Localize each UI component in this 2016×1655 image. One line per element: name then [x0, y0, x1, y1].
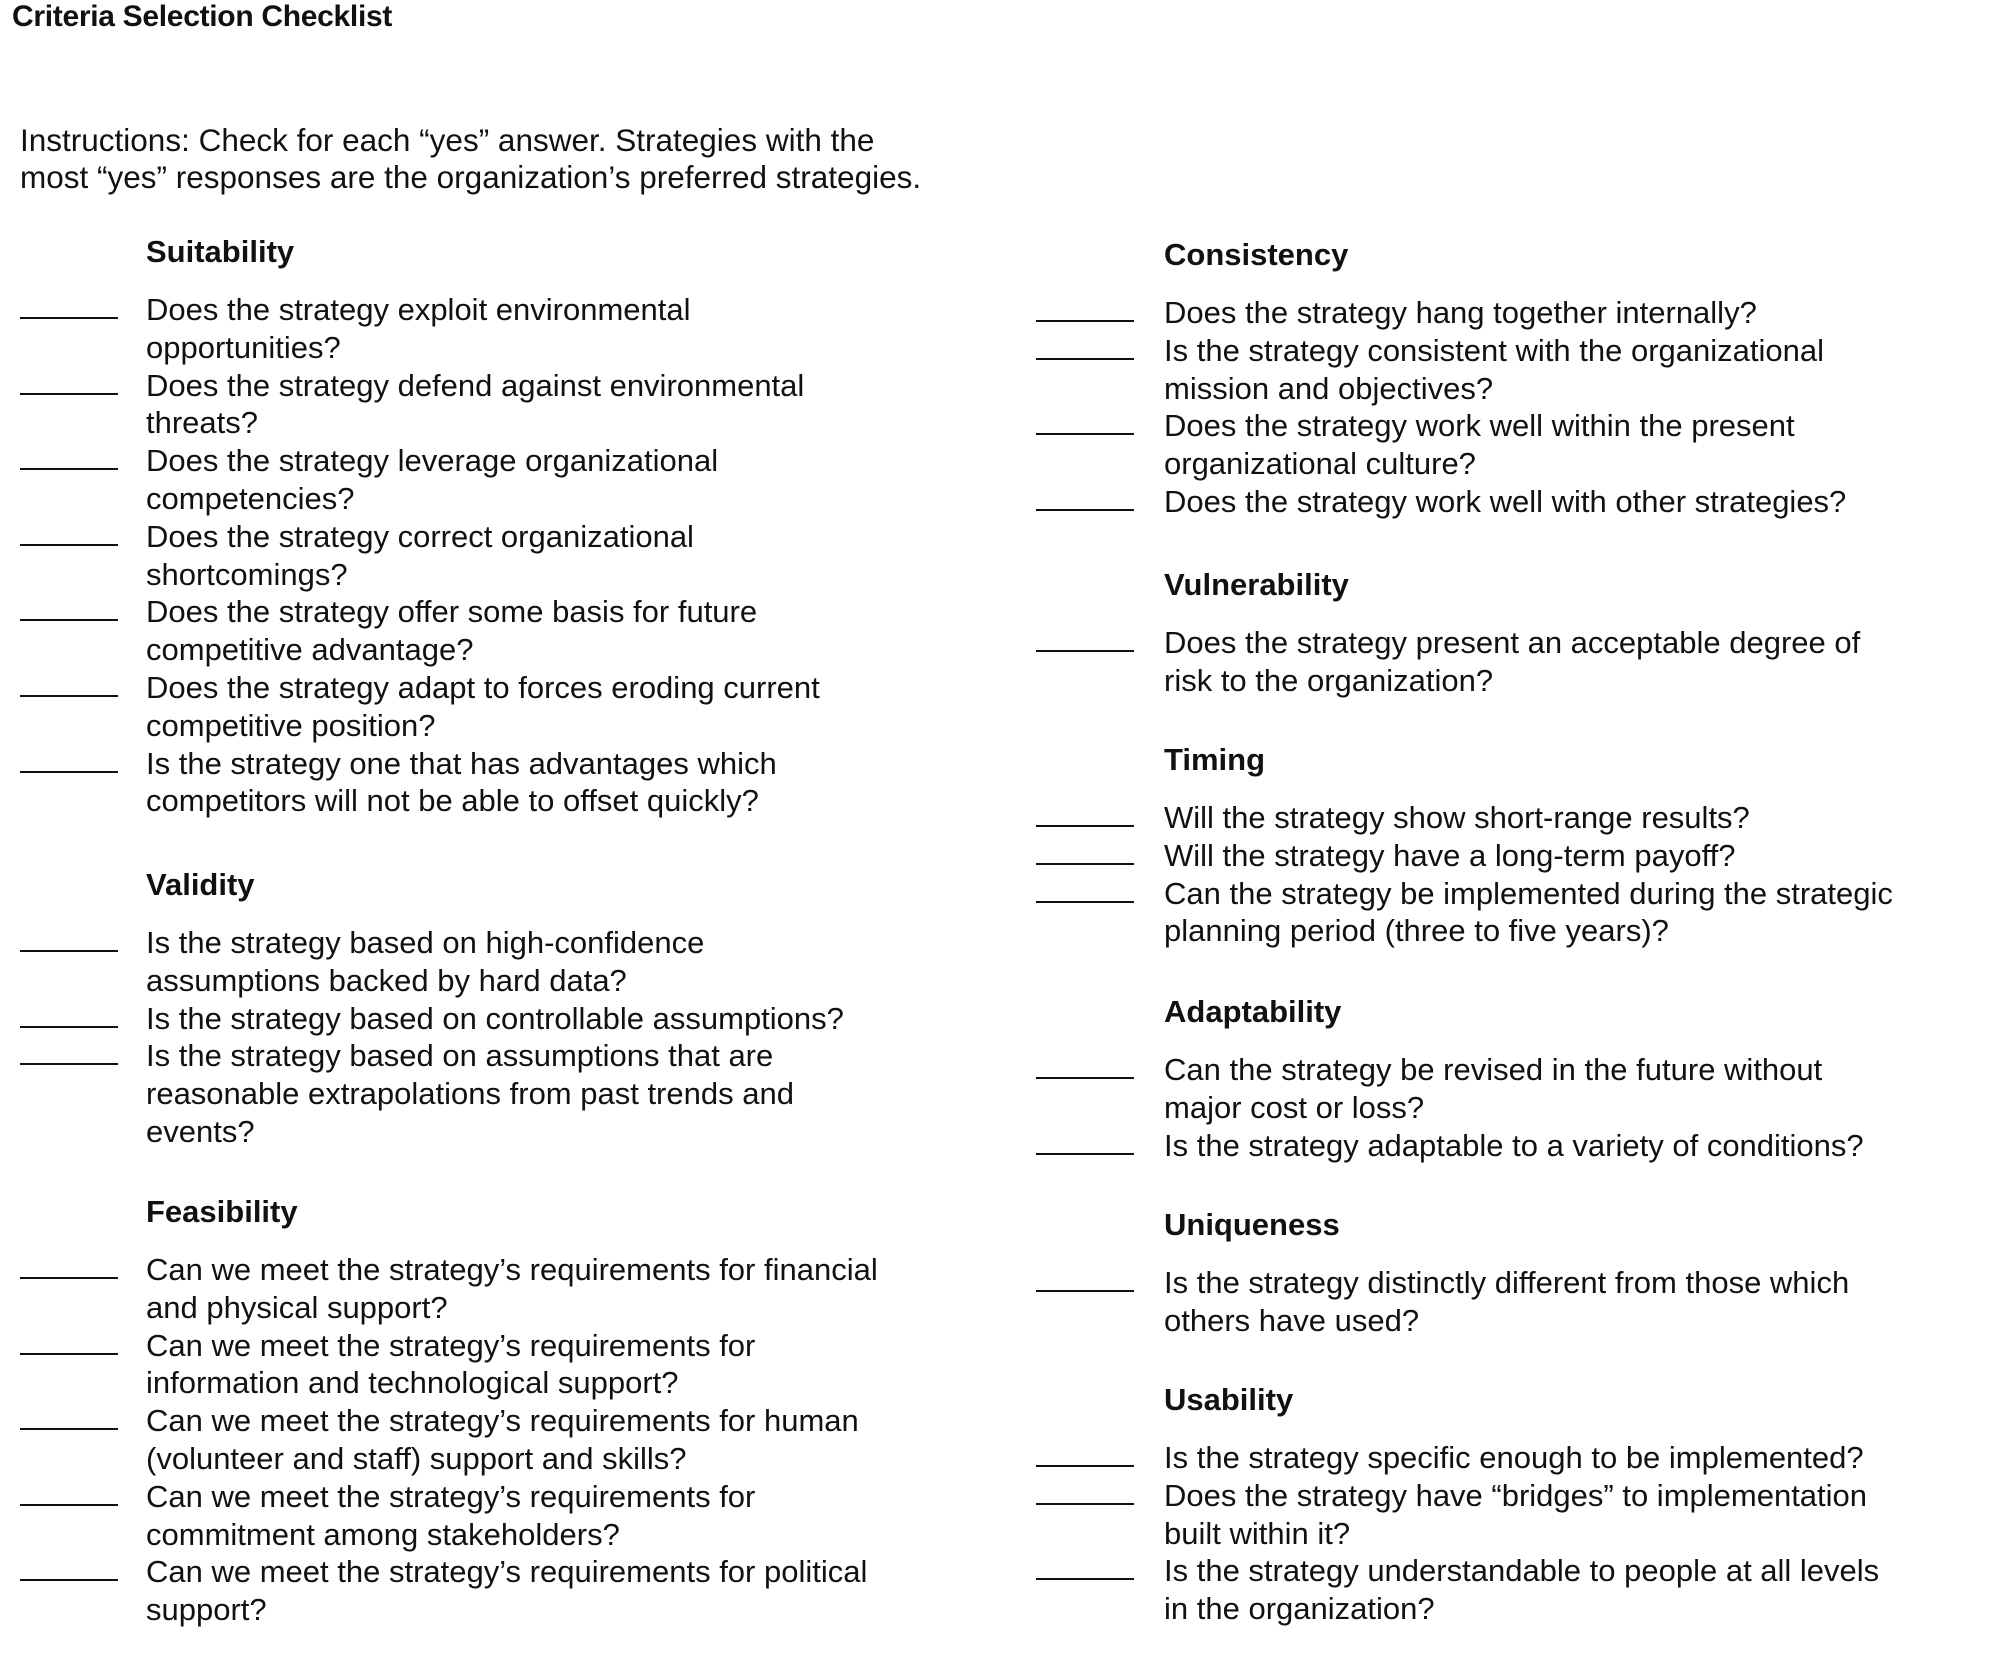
checkbox-blank-line[interactable]: [20, 393, 118, 395]
checklist-item-text: competitive position?: [146, 707, 436, 743]
section-feasibility: [0, 1193, 1000, 1629]
section-usability: [1000, 1381, 2016, 1628]
section-vulnerability: [1000, 566, 2016, 700]
checklist-item-text: events?: [146, 1113, 255, 1149]
section-heading: Feasibility: [146, 1194, 298, 1229]
checklist-item-text: Is the strategy consistent with the organizational: [1164, 332, 1824, 368]
checklist-item-text: Is the strategy distinctly different from those which: [1164, 1265, 1850, 1300]
checklist-item-text: Does the strategy exploit environmental: [146, 292, 691, 327]
section-uniqueness: [1000, 1206, 2016, 1340]
checklist-item-text: organizational culture?: [1164, 446, 1476, 482]
section-consistency: [1000, 236, 2016, 521]
checklist-item: [0, 745, 1000, 821]
checklist-item-text: Can we meet the strategy’s requirements for political: [146, 1554, 868, 1590]
checklist-item-text: assumptions backed by hard data?: [146, 962, 627, 998]
checklist-item-text: information and technological support?: [146, 1365, 679, 1401]
section-heading: Consistency: [1164, 237, 1349, 272]
checklist-item-text: others have used?: [1164, 1302, 1420, 1338]
section-heading: Validity: [146, 867, 255, 902]
checklist-item-text: Is the strategy one that has advantages which: [146, 745, 777, 781]
checkbox-blank-line[interactable]: [20, 619, 118, 621]
checklist-item-text: Can we meet the strategy’s requirements for human: [146, 1403, 859, 1439]
checklist-item: [1000, 624, 2016, 700]
checklist-item: [0, 924, 1000, 1000]
checklist-item: [0, 1037, 1000, 1150]
checklist-item: [1000, 1051, 2016, 1127]
checkbox-blank-line[interactable]: [1036, 358, 1134, 360]
checklist-item-text: shortcomings?: [146, 556, 348, 592]
checkbox-blank-line[interactable]: [1036, 509, 1134, 511]
checklist-item-text: support?: [146, 1592, 267, 1628]
checklist-item: [1000, 1439, 2016, 1477]
checkbox-blank-line[interactable]: [20, 1428, 118, 1430]
section-heading: Adaptability: [1164, 994, 1342, 1029]
checklist-item: [0, 367, 1000, 443]
checklist-item: [1000, 483, 2016, 521]
checklist-item-text: Is the strategy specific enough to be implemented?: [1164, 1440, 1864, 1475]
checklist-item-text: Is the strategy adaptable to a variety of conditions?: [1164, 1127, 1864, 1163]
checklist-item-text: Does the strategy adapt to forces eroding current: [146, 669, 820, 705]
checklist-item-text: opportunities?: [146, 329, 341, 365]
section-heading: Suitability: [146, 234, 295, 269]
section-heading: Usability: [1164, 1382, 1294, 1417]
checklist-item-text: Does the strategy present an acceptable degree of: [1164, 625, 1861, 660]
checklist-item-text: competitive advantage?: [146, 632, 474, 668]
checklist-item: [0, 1553, 1000, 1629]
checkbox-blank-line[interactable]: [20, 544, 118, 546]
checklist-item-text: Does the strategy defend against environmental: [146, 367, 805, 403]
checklist-item: [0, 1000, 1000, 1038]
checklist-item-text: Does the strategy have “bridges” to implementation: [1164, 1477, 1868, 1513]
checklist-item: [0, 593, 1000, 669]
checkbox-blank-line[interactable]: [20, 468, 118, 470]
checklist-item: [1000, 1127, 2016, 1165]
checkbox-blank-line[interactable]: [1036, 1578, 1134, 1580]
checklist-item-text: commitment among stakeholders?: [146, 1516, 620, 1552]
checkbox-blank-line[interactable]: [20, 950, 118, 952]
checklist-item-text: Does the strategy work well with other strategies?: [1164, 483, 1847, 519]
checkbox-blank-line[interactable]: [20, 317, 118, 319]
checklist-item-text: Does the strategy leverage organizational: [146, 443, 719, 479]
checklist-item-text: mission and objectives?: [1164, 370, 1494, 406]
checklist-item: [0, 1327, 1000, 1403]
checklist-item: [0, 669, 1000, 745]
checklist-item: [1000, 294, 2016, 332]
checklist-item-text: threats?: [146, 405, 259, 441]
section-heading: Vulnerability: [1164, 567, 1349, 602]
checklist-item-text: Can we meet the strategy’s requirements for: [146, 1327, 756, 1363]
checklist-item-text: competitors will not be able to offset quickly?: [146, 783, 759, 819]
checklist-item-text: Can the strategy be implemented during the strategic: [1164, 875, 1893, 911]
checkbox-blank-line[interactable]: [20, 1026, 118, 1028]
section-heading: Uniqueness: [1164, 1207, 1340, 1242]
section-suitability: [0, 233, 1000, 820]
checklist-item: [1000, 837, 2016, 875]
checkbox-blank-line[interactable]: [1036, 320, 1134, 322]
checkbox-blank-line[interactable]: [1036, 650, 1134, 652]
checklist-item-text: risk to the organization?: [1164, 662, 1494, 698]
page-title: Criteria Selection Checklist: [12, 0, 393, 33]
checklist-item: [0, 1478, 1000, 1554]
instructions-line: most “yes” responses are the organization’s preferred strategies.: [20, 159, 922, 195]
checkbox-blank-line[interactable]: [1036, 1077, 1134, 1079]
checklist-item-text: Can we meet the strategy’s requirements for: [146, 1478, 756, 1514]
checklist-item-text: Does the strategy hang together internally?: [1164, 295, 1757, 330]
checkbox-blank-line[interactable]: [1036, 1465, 1134, 1467]
checklist-item-text: (volunteer and staff) support and skills?: [146, 1440, 687, 1476]
checklist-item: [1000, 332, 2016, 408]
checklist-item-text: Does the strategy offer some basis for future: [146, 594, 758, 630]
checklist-item: [1000, 1264, 2016, 1340]
checkbox-blank-line[interactable]: [1036, 1290, 1134, 1292]
checkbox-blank-line[interactable]: [20, 1579, 118, 1581]
checkbox-blank-line[interactable]: [1036, 1503, 1134, 1505]
checkbox-blank-line[interactable]: [20, 695, 118, 697]
checklist-item-text: in the organization?: [1164, 1591, 1435, 1627]
checklist-item: [0, 442, 1000, 518]
checklist-item: [1000, 1552, 2016, 1628]
checkbox-blank-line[interactable]: [20, 771, 118, 773]
section-validity: [0, 866, 1000, 1151]
checklist-item-text: Will the strategy have a long-term payoff?: [1164, 837, 1736, 873]
checkbox-blank-line[interactable]: [1036, 863, 1134, 865]
checklist-item: [0, 291, 1000, 367]
checklist-item-text: major cost or loss?: [1164, 1089, 1425, 1125]
checklist-item-text: competencies?: [146, 480, 355, 516]
checklist-item: [1000, 407, 2016, 483]
instructions-line: Instructions: Check for each “yes” answer. Strategies with the: [20, 122, 875, 158]
checklist-item-text: built within it?: [1164, 1515, 1351, 1551]
checklist-item-text: and physical support?: [146, 1289, 448, 1325]
checkbox-blank-line[interactable]: [20, 1504, 118, 1506]
checklist-item: [0, 518, 1000, 594]
checklist-item: [1000, 799, 2016, 837]
checklist-item: [1000, 875, 2016, 951]
checkbox-blank-line[interactable]: [20, 1063, 118, 1065]
checklist-item-text: Can we meet the strategy’s requirements for financial: [146, 1252, 878, 1287]
section-timing: [1000, 741, 2016, 950]
checklist-item-text: Is the strategy understandable to people at all levels: [1164, 1553, 1880, 1589]
checklist-item-text: Is the strategy based on high-confidence: [146, 925, 705, 960]
checklist-item-text: Will the strategy show short-range results?: [1164, 800, 1750, 835]
checklist-item-text: planning period (three to five years)?: [1164, 913, 1669, 949]
checkbox-blank-line[interactable]: [1036, 433, 1134, 435]
checkbox-blank-line[interactable]: [20, 1353, 118, 1355]
checklist-item-text: reasonable extrapolations from past trends and: [146, 1076, 794, 1112]
checkbox-blank-line[interactable]: [1036, 1153, 1134, 1155]
checklist-item-text: Is the strategy based on assumptions that are: [146, 1038, 774, 1074]
checkbox-blank-line[interactable]: [20, 1277, 118, 1279]
checklist-item: [0, 1402, 1000, 1478]
checklist-item-text: Is the strategy based on controllable assumptions?: [146, 1000, 844, 1036]
checklist-item-text: Does the strategy work well within the present: [1164, 408, 1795, 444]
checkbox-blank-line[interactable]: [1036, 901, 1134, 903]
section-heading: Timing: [1164, 742, 1266, 777]
checklist-item-text: Does the strategy correct organizational: [146, 518, 694, 554]
instructions: [20, 122, 980, 196]
checklist-item-text: Can the strategy be revised in the future without: [1164, 1052, 1823, 1087]
checkbox-blank-line[interactable]: [1036, 825, 1134, 827]
checklist-item: [0, 1251, 1000, 1327]
checklist-item: [1000, 1477, 2016, 1553]
section-adaptability: [1000, 993, 2016, 1164]
